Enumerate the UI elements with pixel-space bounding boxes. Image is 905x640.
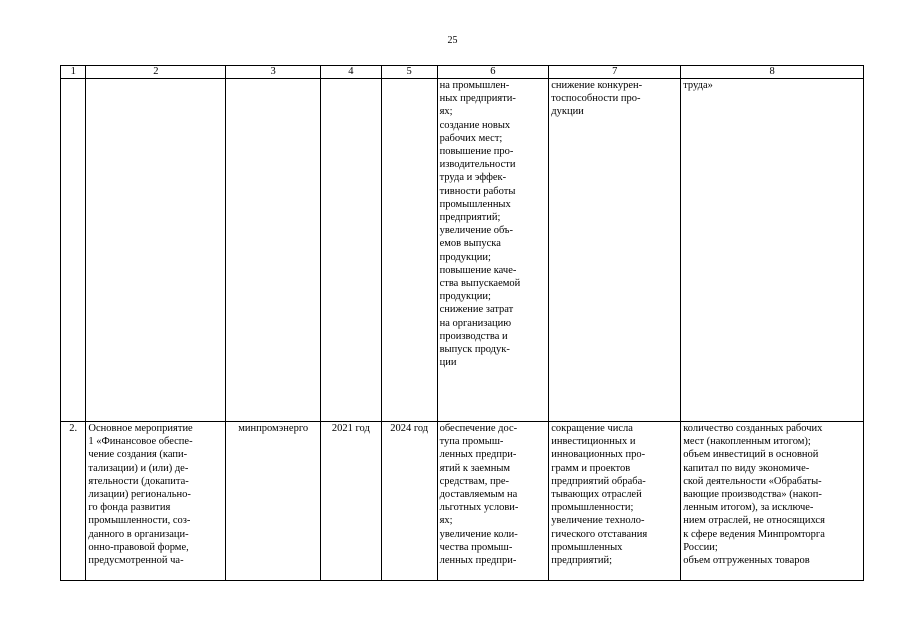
cell-text-line: рабочих мест; [439, 132, 503, 144]
cell-text-line: ства выпускаемой [439, 278, 521, 290]
header-col-3: 3 [226, 66, 320, 79]
cell-text-line: ленных предпри- [439, 555, 517, 567]
cell-text-line: на организацию [439, 317, 512, 329]
cell-text-line: повышение про- [439, 146, 514, 158]
cont-col-2 [86, 79, 226, 422]
measures-table [60, 65, 864, 581]
header-col-2: 2 [86, 66, 226, 79]
cell-text-line: ятий к заемным [439, 462, 511, 474]
cont-col-4 [320, 79, 381, 422]
table-header-row [61, 66, 864, 79]
cont-col-3 [226, 79, 320, 422]
cell-text-line: данного в организаци- [88, 528, 189, 540]
cell-text-line: дукции [551, 106, 584, 118]
cell-text-line: увеличение техноло- [551, 515, 645, 527]
cell-text-line: доставляемым на [439, 489, 518, 501]
cell-text-line: Основное мероприятие [88, 423, 193, 434]
cell-text-line: инновационных про- [551, 449, 646, 461]
cell-text-line: ных предприяти- [439, 93, 516, 105]
table-row-2 [61, 422, 864, 581]
cell-text-line: на промышлен- [439, 80, 510, 91]
header-col-6: 6 [437, 66, 549, 79]
cont-consequences-cell [549, 79, 681, 422]
cell-text-line: промышленности, соз- [88, 515, 191, 527]
cont-col-1 [61, 79, 86, 422]
measure-name-cell [86, 422, 226, 581]
header-col-5: 5 [381, 66, 437, 79]
cell-text-line: снижение конкурен- [551, 80, 643, 91]
cell-text-line: повышение каче- [439, 264, 517, 276]
start-year-cell: 2021 год [320, 422, 381, 581]
cell-text-line: труда и эффек- [439, 172, 507, 184]
cell-text-line: ции [439, 357, 457, 369]
results-cell [437, 422, 549, 581]
consequences-cell [549, 422, 681, 581]
cell-text-line: выпуск продук- [439, 344, 510, 356]
table-row-continued [61, 79, 864, 422]
cell-text-line: промышленных [551, 541, 623, 553]
cell-text-line: создание новых [439, 119, 511, 131]
cell-text-line: лизации) регионально- [88, 489, 191, 501]
cell-text-line: России; [683, 541, 718, 553]
cell-text-line: объем отгруженных товаров [683, 555, 810, 567]
cell-text-line: инвестиционных и [551, 436, 636, 448]
cell-text-line: ях; [439, 515, 453, 527]
cell-text-line: ях; [439, 106, 453, 118]
cell-text-line: объем инвестиций в основной [683, 449, 819, 461]
cell-text-line: тивности работы [439, 185, 516, 197]
cell-text-line: гического отставания [551, 528, 648, 540]
cell-text-line: к сфере ведения Минпромторга [683, 528, 825, 540]
header-col-7: 7 [549, 66, 681, 79]
cell-text-line: изводительности [439, 159, 516, 171]
cell-text-line: предприятий; [551, 555, 613, 567]
cell-text-line: увеличение коли- [439, 528, 518, 540]
cell-text-line: тоспособности про- [551, 93, 641, 105]
cell-text-line: сокращение числа [551, 423, 633, 434]
cell-text-line: тывающих отраслей [551, 489, 642, 501]
cell-text-line: увеличение объ- [439, 225, 513, 237]
cell-text-line: промышленности; [551, 502, 634, 514]
header-col-1: 1 [61, 66, 86, 79]
cell-text-line: мест (накопленным итогом); [683, 436, 811, 448]
cell-text-line: ленным итогом), за исключе- [683, 502, 814, 514]
cell-text-line: нием отраслей, не относящихся [683, 515, 825, 527]
cell-text-line: грамм и проектов [551, 462, 631, 474]
cell-text-line: ской деятельности «Обрабаты- [683, 475, 822, 487]
row-number: 2. [61, 422, 86, 581]
cell-text-line: предприятий обраба- [551, 475, 646, 487]
cont-indicators-cell [681, 79, 864, 422]
cell-text-line: чение создания (капи- [88, 449, 188, 461]
cell-text-line: средствам, пре- [439, 475, 510, 487]
cell-text-line: предприятий; [439, 212, 501, 224]
cell-text-line: ленных предпри- [439, 449, 517, 461]
cell-text-line: ятельности (докапита- [88, 475, 189, 487]
cont-col-5 [381, 79, 437, 422]
cell-text-line: тупа промыш- [439, 436, 504, 448]
cell-text-line: промышленных [439, 198, 511, 210]
executor-cell: минпромэнерго [226, 422, 320, 581]
cell-text-line: продукции; [439, 291, 491, 303]
cell-text-line: тализации) и (или) де- [88, 462, 189, 474]
cell-text-line: обеспечение дос- [439, 423, 518, 434]
cell-text-line: капитал по виду экономиче- [683, 462, 810, 474]
cell-text-line: го фонда развития [88, 502, 171, 514]
cell-text-line: 1 «Финансовое обеспе- [88, 436, 193, 448]
header-col-8: 8 [681, 66, 864, 79]
cell-text-line: предусмотренной ча- [88, 555, 184, 567]
end-year-cell: 2024 год [381, 422, 437, 581]
cell-text-line: количество созданных рабочих [683, 423, 823, 434]
header-col-4: 4 [320, 66, 381, 79]
cont-results-cell [437, 79, 549, 422]
cell-text-line: емов выпуска [439, 238, 501, 250]
cell-text-line: труда» [683, 80, 713, 91]
cell-text-line: онно-правовой форме, [88, 541, 189, 553]
cell-text-line: вающие производства» (накоп- [683, 489, 822, 501]
cell-text-line: продукции; [439, 251, 491, 263]
cell-text-line: снижение затрат [439, 304, 514, 316]
page-number: 25 [447, 35, 458, 46]
cell-text-line: производства и [439, 330, 508, 342]
cell-text-line: чества промыш- [439, 541, 513, 553]
cell-text-line: льготных услови- [439, 502, 519, 514]
indicators-cell [681, 422, 864, 581]
